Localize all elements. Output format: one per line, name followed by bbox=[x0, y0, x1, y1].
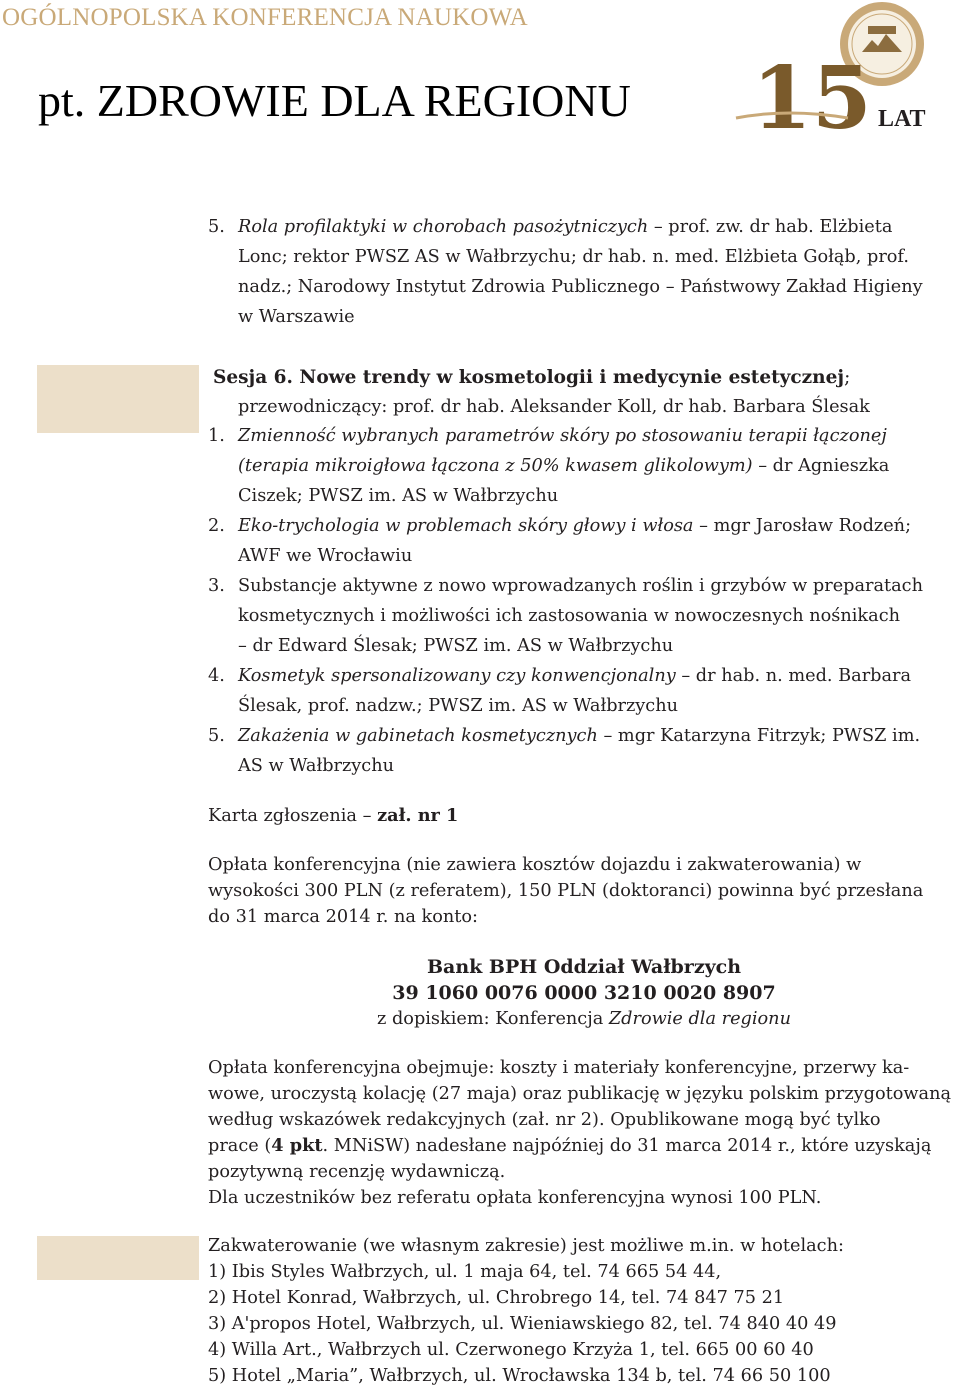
logo-number: 15 bbox=[752, 48, 872, 145]
hotels-section bbox=[208, 1233, 960, 1389]
hotel-item: 4) Willa Art., Wałbrzych ul. Czerwonego Krzyża 1, tel. 665 00 60 40 bbox=[208, 1340, 814, 1360]
hotel-item: 2) Hotel Konrad, Wałbrzych, ul. Chrobrego 14, tel. 74 847 75 21 bbox=[208, 1288, 785, 1308]
decorative-bar bbox=[37, 365, 199, 433]
fee-includes-paragraph: Opłata konferencyjna obejmuje: koszty i materiały konferencyjne, przerwy ka- wowe, uroczystą kolację (27 maja) oraz publikację w języku polskim przygotowaną według wskazówek redakcyjnych (zał. nr 2). Opublikowane mogą być tylko prace (4 pkt. MNiSW) nadesłane najpóźniej do 31 marca 2014 r., które uzyskają pozytywną recenzję wydawniczą. Dla uczestników bez referatu opłata konferencyjna wynosi 100 PLN. bbox=[208, 1058, 952, 1208]
conference-label: OGÓLNOPOLSKA KONFERENCJA NAUKOWA bbox=[2, 4, 528, 31]
bank-account: 39 1060 0076 0000 3210 0020 8907 bbox=[392, 982, 776, 1004]
hotel-item: 1) Ibis Styles Wałbrzych, ul. 1 maja 64, tel. 74 665 54 44, bbox=[208, 1262, 722, 1282]
session-heading: Sesja 6. Nowe trendy w kosmetologii i medycynie estetycznej; bbox=[213, 367, 851, 388]
session-chairs: przewodniczący: prof. dr hab. Aleksander Koll, dr hab. Barbara Ślesak bbox=[238, 397, 870, 417]
registration-form-note: Karta zgłoszenia – zał. nr 1 bbox=[208, 805, 459, 826]
bank-name: Bank BPH Oddział Wałbrzych bbox=[426, 956, 742, 978]
bank-note: z dopiskiem: Konferencja Zdrowie dla regionu bbox=[377, 1009, 791, 1029]
logo-years: LAT bbox=[878, 106, 926, 132]
hotels-intro: Zakwaterowanie (we własnym zakresie) jest możliwe m.in. w hotelach: bbox=[208, 1236, 844, 1256]
fee-paragraph: Opłata konferencyjna (nie zawiera kosztów dojazdu i zakwaterowania) w wysokości 300 PLN (z referatem), 150 PLN (doktoranci) powinna być przesłana do 31 marca 2014 r. na konto: bbox=[208, 855, 924, 927]
conference-title: pt. ZDROWIE DLA REGIONU bbox=[38, 75, 631, 126]
hotel-item: 5) Hotel „Maria”, Wałbrzych, ul. Wrocławska 134 b, tel. 74 66 50 100 bbox=[208, 1366, 831, 1386]
decorative-bar bbox=[37, 1236, 199, 1280]
bank-details bbox=[208, 954, 960, 1032]
anniversary-logo bbox=[728, 0, 960, 145]
hotel-item: 3) A'propos Hotel, Wałbrzych, ul. Wieniawskiego 82, tel. 74 840 40 49 bbox=[208, 1314, 837, 1334]
